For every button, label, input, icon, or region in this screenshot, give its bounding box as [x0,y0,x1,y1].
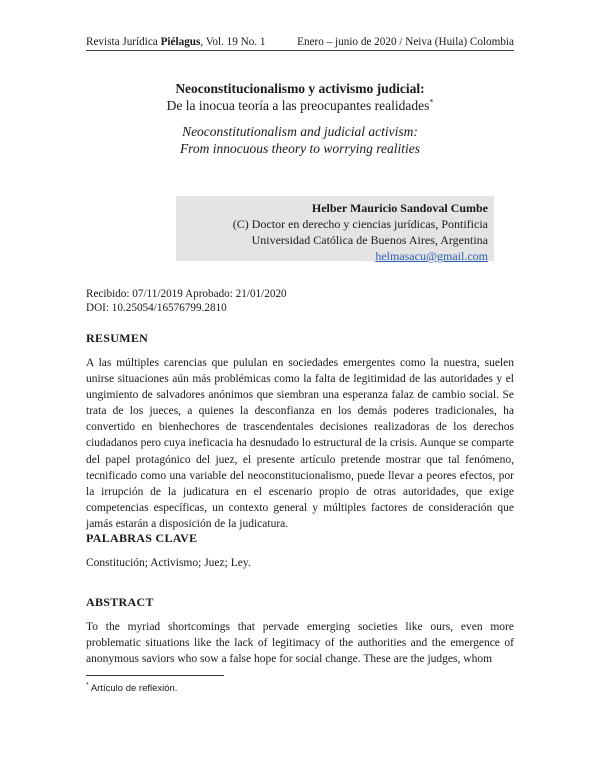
doi-link[interactable]: DOI: 10.25054/16576799.2810 [86,302,227,314]
article-subtitle: De la inocua teoría a las preocupantes realidades* [166,97,434,113]
journal-citation: Revista Jurídica Piélagus, Vol. 19 No. 1 [86,36,266,48]
abstract-text: To the myriad shortcomings that pervade emerging societies like ours, even more problematic situations like the lack of legitimacy of the authorities and the emergence of anonymous saviors who sow a false hope for social change. These are the judges, whom [86,621,514,666]
english-title-line2: From innocuous theory to worrying realities [179,141,421,156]
article-meta [86,287,287,315]
running-header [86,36,514,51]
journal-name: Piélagus [160,36,201,48]
author-affiliation-line1: (C) Doctor en derecho y ciencias jurídicas, Pontificia [232,217,488,231]
author-email-link[interactable]: helmasacu@gmail.com [375,249,488,263]
english-title-line1: Neoconstitutionalism and judicial activism: [182,124,418,139]
received-approved-dates: Recibido: 07/11/2019 Aprobado: 21/01/2020 [86,288,287,300]
footnote: * Artículo de reflexión. [86,682,178,695]
author-name: Helber Mauricio Sandoval Cumbe [311,201,488,215]
footnote-marker[interactable]: * [429,97,434,107]
article-title: Neoconstitucionalismo y activismo judicial: [175,81,425,96]
issue-date-place: Enero – junio de 2020 / Neiva (Huila) Colombia [297,36,514,48]
abstract-heading: ABSTRACT [86,595,154,609]
resumen-text: A las múltiples carencias que pululan en sociedades emergentes como la nuestra, suelen unirse situaciones aún más problémicas como la falta de legitimidad de las autoridades y el ungimiento de salvadores anónimos que siembran una esperanza falaz de cambio social. Se trata de los jueces, a quienes la desconfianza en los demás poderes tradicionales, ha convertido en bienhechores de trascendentales decisiones realizadoras de los derechos ciudadanos pero cuya ineficacia ha desnudado lo estructural de la crisis. Aunque se comparte del papel protagónico del juez, el presente artículo pretende mostrar que tal fenómeno, tecnificado como una variable del neoconstitucionalismo, puede llevar a peores efectos, por la irrupción de la judicatura en el escenario propio de otras autoridades, que exige competencias específicas, un contexto general y múltiples factores de consideración que jamás estarán a disposición de la judicatura. [86,357,514,530]
title-block [86,80,514,157]
resumen-heading: RESUMEN [86,331,149,345]
footnote-divider [86,675,224,676]
author-box [176,196,494,261]
palabras-clave-text: Constitución; Activismo; Juez; Ley. [86,557,251,569]
author-affiliation-line2: Universidad Católica de Buenos Aires, Argentina [251,233,488,247]
palabras-clave-heading: PALABRAS CLAVE [86,531,198,545]
